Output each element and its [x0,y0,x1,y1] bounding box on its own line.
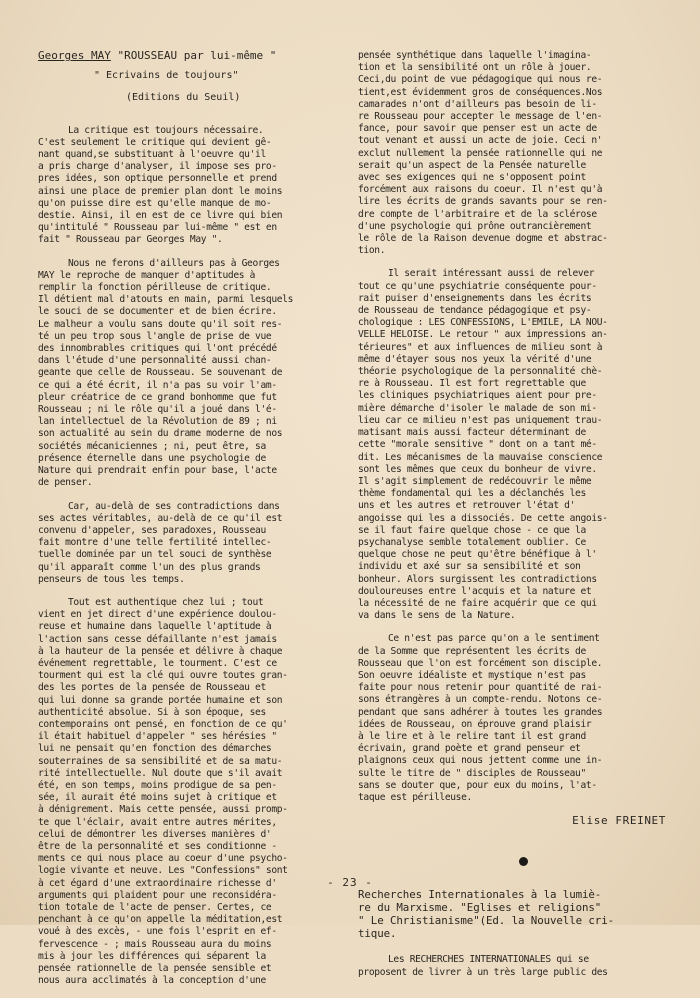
left-column [38,50,343,998]
page-number: - 23 - [327,876,373,889]
review-title: Recherches Internationales à la lumiè- re du Marxisme. "Eglises et religions" " Le Christianisme"(Ed. la Nouvelle cri- tique. [358,888,615,941]
paragraph: Les RECHERCHES INTERNATIONALES qui se proposent de livrer à un très large public des [358,954,608,978]
article-title: "ROUSSEAU par lui-même " [117,49,277,62]
paragraph: Ce n'est pas parce qu'on a le sentiment de la Somme que représentent les écrits de Rousseau que l'on est forcément son disciple. Son oeuvre idéaliste et mystique n'est pas faite pour nous retenir pour quantité de rai- sons étrangères à un compte-rendu. Notons ce- pendant que sans adhérer à toutes les grandes idées de Rousseau, on éprouve grand plaisir à le lire et à le relire tant il est grand écrivain, grand poète et grand penseur et plaignons ceux qui nous jettent comme une in- sulte le titre de " disciples de Rousseau" sans se douter que, pour eux du moins, l'at- taque est périlleuse. [358,633,603,803]
paragraph: Car, au-delà de ses contradictions dans ses actes véritables, au-delà de ce qu'il est convenu d'appeler, ses paradoxes, Rousseau fait montre d'une telle fertilité intellec- tuelle dominée par un tel souci de synthèse qu'il apparaît comme l'un des plus grands penseurs de tous les temps. [38,500,283,585]
article-series: " Ecrivains de toujours" [94,70,239,82]
paragraph: Il serait intéressant aussi de relever tout ce qu'une psychiatrie conséquente pour- rait puiser d'enseignements dans les écrits de Rousseau de tendance pédagogique et psy- chologique : LES CONFESSIONS, L'EMILE, LA NOU- VELLE HELOISE. Le retour " aux impressions an- térieures" et aux influences de milieu sont à même d'étayer sous nos yeux la vérité d'une théorie psychologique de la personnalité chè- re à Rousseau. Il est fort regrettable que les cliniques psychiatriques aient pour pre- mière démarche d'isoler le malade de son mi- lieu car ce milieu n'est pas uniquement trau- matisant mais aussi facteur déterminant de cette "morale sensitive " dont on a tant mé- dit. Les mécanismes de la mauvaise conscience sont les mêmes que ceux du bonheur de vivre. Il s'agit simplement de redécouvrir le même thème fondamental qui les a déclanchés les uns et les autres et retrouver l'état d' angoisse qui les a dissociés. De cette angois- se il faut faire quelque chose - ce que la psychanalyse semble totalement oublier. Ce quelque chose ne peut qu'être bénéfique à l' individu et axé sur sa sensibilité et son bonheur. Alors surgissent les contradictions douloureuses entre l'acquis et la nature et la nécessité de ne faire acquérir que ce qui va dans le sens de la Nature. [358,268,608,622]
paragraph: Nous ne ferons d'ailleurs pas à Georges MAY le reproche de manquer d'aptitudes à remplir la fonction périlleuse de critique. Il détient mal d'atouts en main, parmi lesquels le souci de se documenter et de bien écrire. Le malheur a voulu sans doute qu'il soit res- té un peu trop sous l'angle de prise de vue des innombrables critiques qui l'ont précédé dans l'étude d'une personnalité aussi chan- geante que celle de Rousseau. Se souvenant de ce qui a été écrit, il n'a pas su voir l'am- pleur créatrice de ce grand bonhomme que fut Rousseau ; ni le rôle qu'il a joué dans l'é- lan intellectuel de la Révolution de 89 ; ni son actualité au sein du drame moderne de nos sociétés mécaniciennes ; ni, peut être, sa présence éternelle dans une psychologie de Nature qui prendrait enfin pour base, l'acte de penser. [38,257,294,489]
article-author: Georges MAY [38,49,111,62]
section-separator-bullet-icon [519,857,528,866]
paragraph: Tout est authentique chez lui ; tout vient en jet direct d'une expérience doulou- reuse et humaine dans laquelle l'aptitude à l'action sans cesse défaillante n'est jamais à la hauteur de la pensée et délivre à chaque événement regrettable, le tourment. C'est ce tourment qui est la clé qui ouvre toutes gran- des les portes de la pensée de Rousseau et qui lui donne sa grande portée humaine et son authenticité absolue. Si à son époque, ses contemporains ont pensé, en fonction de ce qu' il était habituel d'appeler " ses hérésies " lui ne pensait qu'en fonction des démarches souterraines de sa sensibilité et de sa matu- rité intellectuelle. Nul doute que s'il avait été, en son temps, moins prodigue de sa pen- sée, il aurait été moins sujet à critique et à dénigrement. Mais cette pensée, aussi promp- te que l'éclair, avait entre autres mérites, celui de démontrer les diverses manières d' être de la personnalité et ses conditionne - ments ce qui nous place au coeur d'une psycho- logie vivante et neuve. Les "Confessions" sont à cet égard d'une extraordinaire richesse d' arguments qui plaident pour une reconsidéra- tion totale de l'acte de penser. Certes, ce penchant à ce qu'on appelle la méditation,est voué à des excès, - une fois l'esprit en ef- fervescence - ; mais Rousseau aura du moins mis à jour les différences qui séparent la pensée rationnelle de la pensée sensible et nous aura acclimatés à la conception d'une [38,596,288,987]
article-signature: Elise FREINET [572,814,666,828]
article-heading [38,50,343,62]
article-publisher: (Editions du Seuil) [126,92,241,104]
right-column [358,50,668,990]
paragraph: La critique est toujours nécessaire. C'est seulement le critique qui devient gê- nant quand,se substituant à l'oeuvre qu'il a pris charge d'analyser, il impose ses pro- pres idées, son optique personnelle et prend ainsi une place de premier plan dont le moins qu'on puisse dire est qu'elle manque de mo- destie. Ainsi, il en est de ce livre qui bien qu'intitulé " Rousseau par lui-même " est en fait " Rousseau par Georges May ". [38,124,283,246]
paragraph: pensée synthétique dans laquelle l'imagina- tion et la sensibilité ont un rôle à jouer. Ceci,du point de vue pédagogique qui nous re- tient,est évidemment gros de conséquences.Nos camarades n'ont d'ailleurs pas besoin de li- re Rousseau pour accepter le message de l'en- fance, pour savoir que penser est un acte de tout venant et aussi un acte de joie. Ceci n' exclut nullement la pensée rationnelle qui ne serait qu'un aspect de la Pensée naturelle avec ses exigences qui ne s'opposent point forcément aux raisons du coeur. Il n'est qu'à lire les écrits de grands savants pour se ren- dre compte de l'arbitraire et de la sclérose d'une psychologie qui prône outrancièrement le rôle de la Raison devenue dogme et abstrac- tion. [358,50,608,257]
